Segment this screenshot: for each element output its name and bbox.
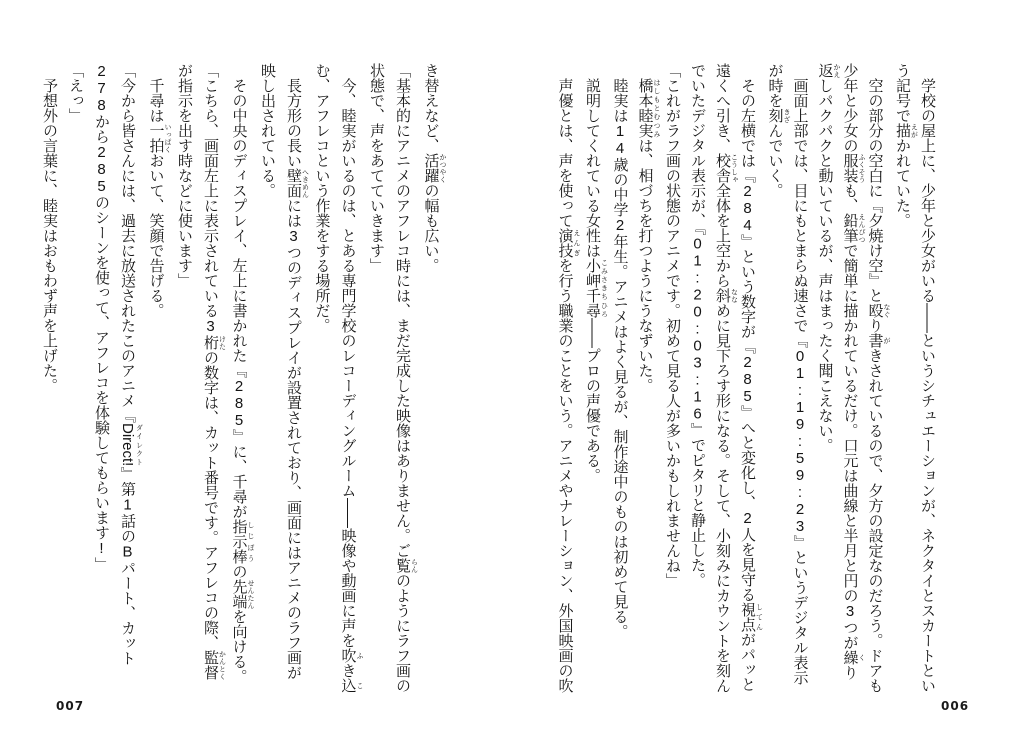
- page-number-left: 007: [56, 699, 85, 713]
- ruby-annotated-word: 視点 してん: [739, 602, 763, 632]
- ruby-annotated-word: 吹 ふ: [339, 648, 363, 663]
- ruby-annotated-word: 斜 なな: [714, 288, 738, 303]
- ruby-annotated-word: 描 えが: [894, 123, 918, 138]
- upright-characters: 285: [230, 378, 248, 429]
- ruby-annotated-word: 橋本睦実 はしもとむつみ: [636, 78, 660, 138]
- upright-characters: 2: [739, 510, 756, 527]
- ruby-annotated-word: 校舎 こうしゃ: [714, 153, 738, 183]
- ruby-annotated-word: 先端 せんたん: [230, 579, 254, 609]
- upright-characters: 285: [739, 354, 756, 405]
- ruby-annotated-word: 壁面 へきめん: [285, 168, 309, 198]
- paragraph: 今、睦実がいるのは、とある専門学校のレコーディングルーム――映像や動画に声を吹 ふき込 こむ、アフレコという作業をする場所だ。: [313, 63, 363, 693]
- page-number-right: 006: [941, 699, 970, 713]
- paragraph: その中央のディスプレイ、左上に書かれた『285』に、千尋が指示棒 しじぼうの先端 せんたんを向ける。: [230, 78, 254, 684]
- paragraph: 予想外の言葉に、睦実はおもわず声を上げた。: [41, 78, 58, 393]
- upright-characters: 2: [611, 217, 629, 234]
- upright-characters: !: [93, 540, 110, 557]
- ruby-annotated-word: 鉛筆 えんぴつ: [841, 213, 865, 243]
- upright-characters: 14: [611, 123, 629, 157]
- ruby-annotated-word: 書 が: [866, 333, 890, 348]
- upright-characters: 01:19:59:23: [791, 348, 809, 535]
- ruby-annotated-word: 服装 ふくそう: [841, 153, 865, 183]
- ruby-annotated-word: 桁 けた: [202, 335, 226, 350]
- upright-characters: 285: [93, 144, 110, 195]
- paragraph: 橋本睦実 はしもとむつみは、相づちを打つようにうなずいた。: [636, 78, 660, 393]
- ruby-annotated-word: 繰 く: [841, 650, 865, 665]
- paragraph: 画面上部では、目にもとまらぬ速さで『01:19:59:23』というデジタル表示が時を刻 きざんでいく。: [766, 63, 809, 685]
- paragraph: 「これがラフ画の状態のアニメです。初めて見る人が多いかもしれませんね」: [664, 63, 681, 588]
- paragraph: 声優とは、声を使って演技 えんぎを行う職業のことをいう。アニメやナレーション、外国映画の吹: [556, 78, 580, 693]
- paragraph: その左横では『284』という数字が『285』へと変化し、2人を見守る視点 してんがパッと遠くへ引き、校舎 こうしゃ全体を上空から斜 ななめに見下ろす形になる。そして、小刻みにカウントを刻んでいたデジタル表示が、『01:20:03:16』でピタリと静止した。: [689, 63, 763, 693]
- upright-characters: 278: [93, 63, 110, 114]
- ruby-annotated-word: 小岬千尋 こみさきちひろ: [584, 258, 608, 318]
- ruby-annotated-word: 活躍 かつやく: [422, 153, 446, 183]
- paragraph: 千尋は一拍 いっぱくおいて、笑顔で告げる。: [147, 78, 171, 318]
- paragraph: 睦実は14歳の中学2年生。アニメはよく見るが、制作途中のものは初めて見る。: [611, 78, 629, 639]
- upright-characters: B: [119, 543, 136, 561]
- ruby-annotated-word: 一拍 いっぱく: [147, 123, 171, 153]
- upright-characters: 284: [739, 183, 756, 234]
- paragraph: 長方形の長い壁面 へきめんには3つのディスプレイが設置されており、画面にはアニメのラフ画が映し出されている。: [259, 63, 309, 680]
- ruby-annotated-word: 演技 えんぎ: [556, 228, 580, 258]
- ruby-annotated-word: 刻 きざ: [766, 108, 790, 123]
- paragraph: 説明してくれている女性は小岬千尋 こみさきちひろ――プロの声優である。: [584, 78, 608, 483]
- ruby-annotated-word: 監督 かんとく: [202, 650, 226, 680]
- ruby-annotated-word: 指示棒 しじぼう: [230, 519, 254, 564]
- upright-characters: 3: [202, 318, 219, 335]
- ruby-annotated-word: 込 こ: [339, 678, 363, 693]
- ruby-annotated-word: 殴 なぐ: [866, 303, 890, 318]
- ruby-annotated-word: 返 かえ: [816, 63, 840, 78]
- paragraph: 「えっ」: [67, 63, 84, 123]
- paragraph: 「今から皆さんには、過去に放送されたこのアニメ『Direct! ダイレクト』第1話のBパート、カット278から285のシーンを使って、アフレコを体験してもらいます!」: [93, 63, 143, 666]
- left-page-text-block: [36, 63, 446, 693]
- ruby-annotated-word: Direct! ダイレクト: [119, 423, 143, 467]
- upright-characters: 01:20:03:16: [689, 235, 706, 423]
- paragraph: 「基本的にアニメのアフレコ時には、まだ完成した映像はありません。ご覧 らんのようにラフ画の状態で、声をあてていきます」: [368, 63, 418, 693]
- paragraph: き替えなど、活躍 かつやくの幅も広い。: [422, 63, 446, 273]
- right-page-text-block: [553, 63, 941, 693]
- upright-characters: 1: [119, 496, 136, 514]
- paragraph: 学校の屋上に、少年と少女がいる――というシチュエーションが、ネクタイとスカートという記号で描 えがかれていた。: [894, 63, 936, 693]
- ruby-annotated-word: 覧 らん: [394, 558, 418, 573]
- upright-characters: 3: [285, 228, 302, 245]
- paragraph: 空の部分の空白に『夕焼け空』と殴 なぐり書 がきされているので、夕方の設定なのだろう。ドアも少年と少女の服装 ふくそうも、鉛筆 えんぴつで簡単に描かれているだけ。口元は曲線と半月と円の3つが繰 くり返 かえしパクパクと動いているが、声はまったく聞こえない。: [816, 63, 890, 693]
- paragraph: 「こちら、画面左上に表示されている3桁 けたの数字は、カット番号です。アフレコの際、監督 かんとくが指示を出す時などに使います」: [176, 63, 226, 680]
- upright-characters: 3: [841, 603, 859, 620]
